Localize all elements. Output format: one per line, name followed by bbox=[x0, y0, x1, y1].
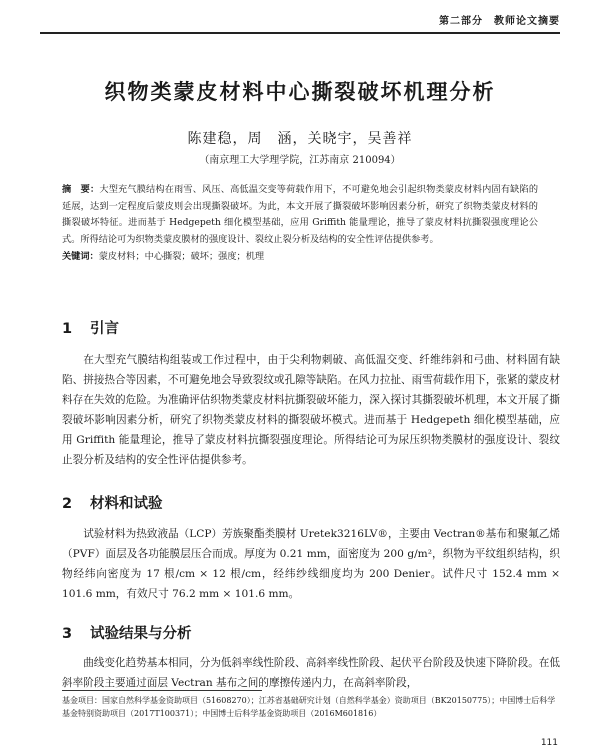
abstract-paragraph bbox=[62, 182, 538, 248]
section-number: 3 bbox=[62, 626, 73, 642]
section-number: 2 bbox=[62, 496, 73, 512]
section-title: 材料和试验 bbox=[90, 496, 163, 512]
footnote-divider bbox=[62, 690, 262, 691]
keywords-line bbox=[62, 249, 538, 266]
running-header bbox=[40, 10, 560, 34]
page-number: 111 bbox=[540, 738, 558, 748]
paper-title: 织物类蒙皮材料中心撕裂破坏机理分析 bbox=[104, 80, 496, 104]
section-heading-materials bbox=[62, 492, 163, 513]
section-title: 引言 bbox=[90, 321, 119, 337]
section-heading-introduction bbox=[62, 317, 119, 338]
section-number: 1 bbox=[62, 321, 73, 337]
introduction-paragraph: 在大型充气膜结构组装或工作过程中，由于尖利物刺破、高低温交变、纤维纬斜和弓曲、材料固有缺陷、拼接热合等因素，不可避免地会导致裂纹或孔隙等缺陷。在风力拉扯、雨雪荷载作用下，张紧的蒙皮材料存在失效的危险。为准确评估织物类蒙皮材料抗撕裂破坏能力，深入探讨其撕裂破坏机理，本文开展了撕裂破坏影响因素分析，研究了织物类蒙皮材料的撕裂破坏模式。进而基于 Hedgepeth 细化模型基础，应用 Griffith 能量理论，推导了蒙皮材料抗撕裂强度理论。所得结论可为尿压织物类膜材的强度设计、裂纹止裂分析及结构的安全性评估提供参考。 bbox=[62, 354, 560, 466]
keywords-label: 关键词： bbox=[62, 251, 99, 262]
running-header-text: 第二部分 教师论文摘要 bbox=[439, 16, 560, 27]
author-list: 陈建稳，周 涵，关晓宇，吴善祥 bbox=[187, 131, 413, 147]
abstract-label: 摘 要： bbox=[62, 184, 100, 195]
abstract-text: 大型充气膜结构在雨雪、风压、高低温交变等荷载作用下，不可避免地会引起织物类蒙皮材料内固有缺陷的延展，达到一定程度后蒙皮则会出现撕裂破坏。为此，本文开展了撕裂破坏影响因素分析，研究了织物类蒙皮材料的撕裂破坏特征。进而基于 Hedgepeth 细化模型基础，应用 Griffith 能量理论，推导了蒙皮材料抗撕裂强度理论公式。所得结论可为织物类蒙皮膜材的强度设计、裂纹止裂分析及结构的安全性评估提供参考。 bbox=[62, 184, 539, 245]
results-paragraph: 曲线变化趋势基本相同，分为低斜率线性阶段、高斜率线性阶段、起伏平台阶段及快速下降阶段。在低斜率阶段主要通过面层 Vectran 基布之间的摩擦传递内力，在高斜率阶段， bbox=[62, 657, 560, 689]
abstract-block bbox=[62, 182, 538, 266]
materials-paragraph: 试验材料为热致液晶（LCP）芳族聚酯类膜材 Uretek3216LV®，主要由 Vectran®基布和聚氟乙烯（PVF）面层及各功能膜层压合而成。厚度为 0.21 mm，面密度为 200 g/m²，织物为平纹组织结构，织物经纬向密度为 17 根/cm × 12 根/cm，经纬纱线细度均为 200 Denier。试件尺寸 152.4 mm × 101.6 mm，有效尺寸 76.2 mm × 101.6 mm。 bbox=[62, 528, 560, 600]
section-title: 试验结果与分析 bbox=[90, 626, 192, 642]
section-heading-results bbox=[62, 622, 192, 643]
keywords-text: 蒙皮材料；中心撕裂；破坏；强度；机理 bbox=[98, 251, 265, 262]
affiliation: （南京理工大学理学院，江苏南京 210094） bbox=[199, 155, 401, 166]
funding-footnote: 基金项目：国家自然科学基金资助项目（51608270）；江苏省基础研究计划（自然科学基金）资助项目（BK20150775）；中国博士后科学基金特别资助项目（2017T100371）；中国博士后科学基金资助项目（2016M601816） bbox=[62, 696, 556, 718]
